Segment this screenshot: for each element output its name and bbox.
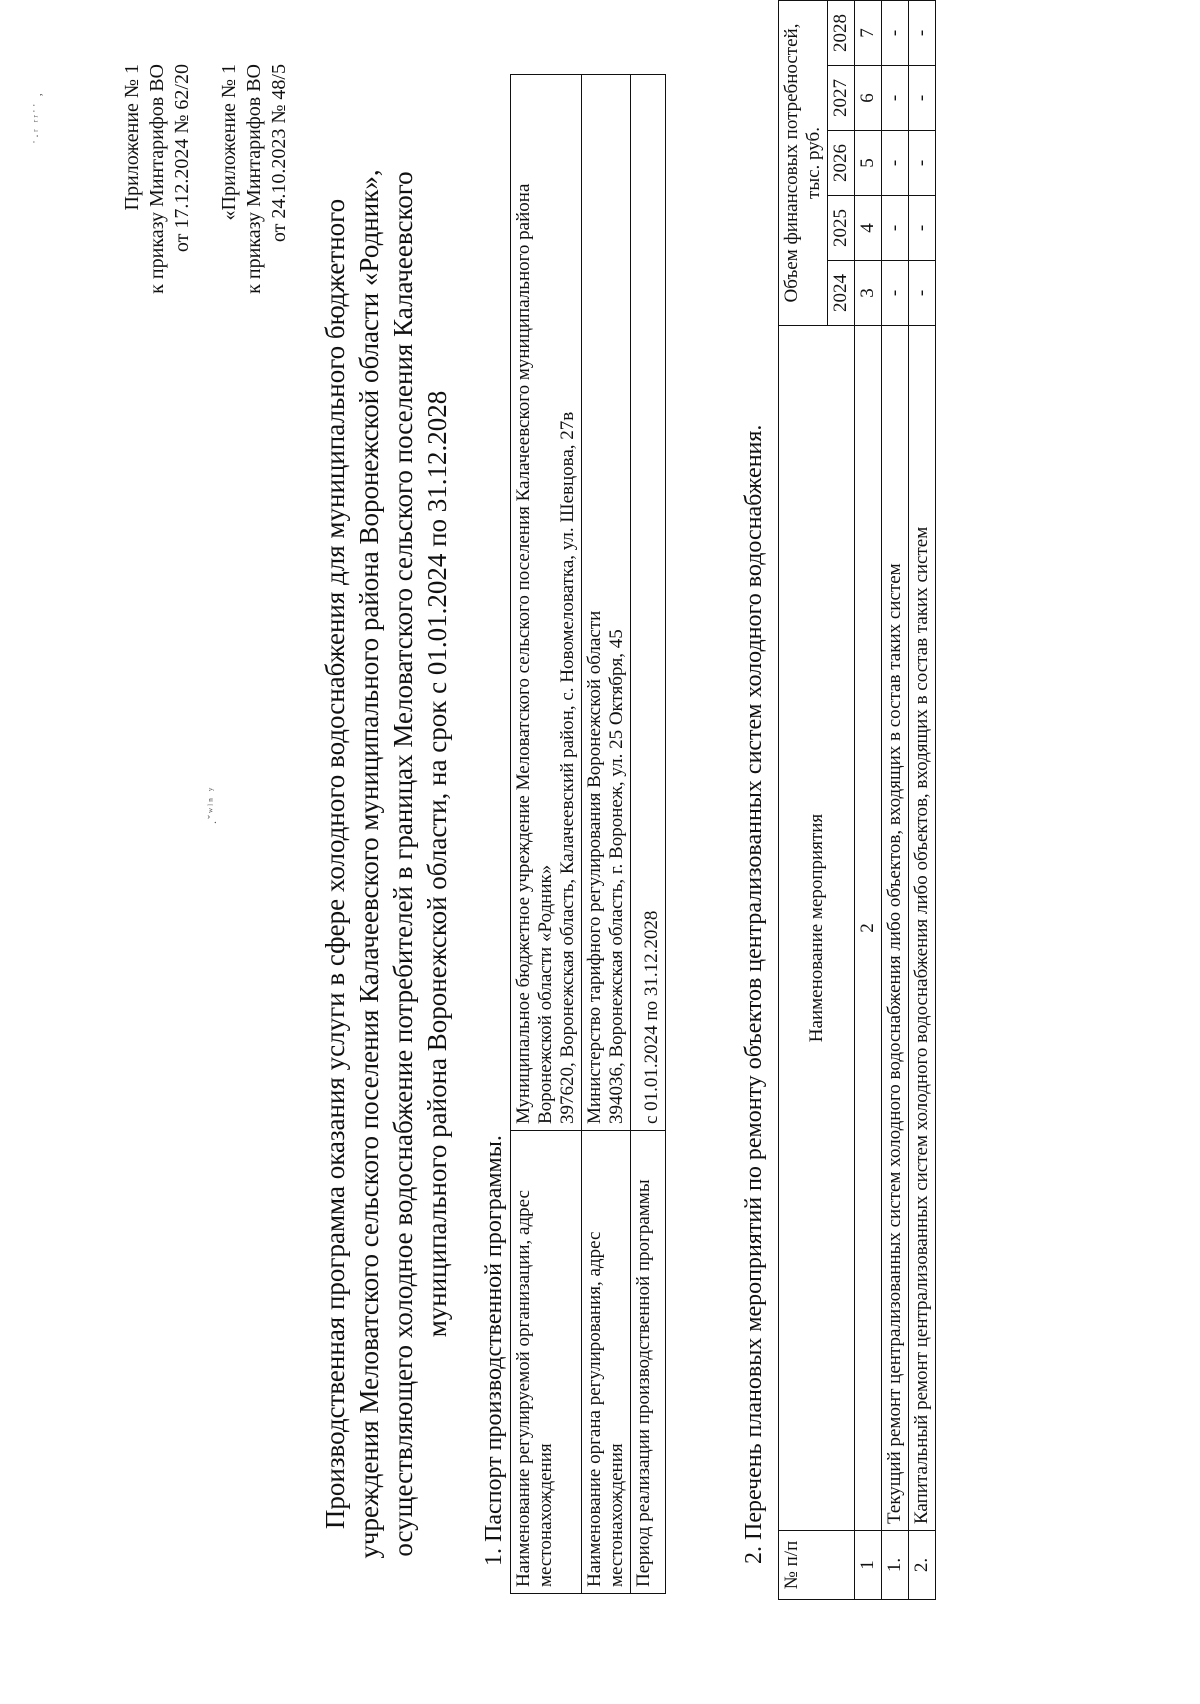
passport-key: Наименование регулируемой организации, адрес местонахождения — [511, 1131, 582, 1594]
row-value: - — [882, 131, 909, 196]
row-value: - — [909, 131, 936, 196]
table-row — [909, 1, 936, 1600]
row-value: - — [909, 1, 936, 66]
header-volume: Объем финансовых потребностей, тыс. руб. — [779, 1, 828, 326]
approval-stamp — [120, 64, 292, 384]
passport-value: с 01.01.2024 по 31.12.2028 — [631, 75, 666, 1131]
events-table — [778, 0, 936, 1600]
passport-value: Муниципальное бюджетное учреждение Меловатского сельского поселения Калачеевского муниципального района Воронежской области «Родник» 397620, Воронежская область, Калачеевский район, с. Новомеловатка, ул. Шевцова, 27в — [511, 75, 582, 1131]
header-year: 2025 — [828, 196, 855, 261]
document-title: Производственная программа оказания услуги в сфере холодного водоснабжения для муниципального бюджетного учреждения Меловатского сельского поселения Калачеевского муниципального района Воронежской области «Родник», осуществляющего холодное водоснабжение потребителей в границах Меловатского сельского поселения Калачеевского муниципального района Воронежской области, на срок с 01.01.2024 по 31.12.2028 — [320, 169, 452, 1559]
header-year: 2027 — [828, 66, 855, 131]
row-value: - — [909, 66, 936, 131]
row-num: 2. — [909, 1531, 936, 1600]
row-name: Текущий ремонт централизованных систем холодного водоснабжения либо объектов, входящих в состав таких систем — [882, 326, 909, 1531]
table-header-row — [779, 1, 828, 1600]
approval-previous: «Приложение № 1 к приказу Минтарифов ВО от 24.10.2023 № 48/5 — [218, 64, 290, 294]
column-number: 2 — [855, 326, 882, 1531]
row-value: - — [882, 66, 909, 131]
section-2-title: 2. Перечень плановых мероприятий по ремонту объектов централизованных систем холодного водоснабжения. — [741, 424, 767, 1564]
header-year: 2028 — [828, 1, 855, 66]
table-row — [511, 75, 582, 1594]
header-name: Наименование мероприятия — [779, 326, 855, 1531]
approval-current: Приложение № 1 к приказу Минтарифов ВО от 17.12.2024 № 62/20 — [121, 64, 193, 294]
scan-artifact: .ˇʷˡⁿ ʸ — [205, 785, 219, 824]
table-row — [631, 75, 666, 1594]
passport-key: Наименование органа регулирования, адрес местонахождения — [582, 1131, 631, 1594]
column-number: 7 — [855, 1, 882, 66]
section-1-title: 1. Паспорт производственной программы. — [481, 1135, 507, 1566]
row-value: - — [882, 196, 909, 261]
column-number: 3 — [855, 261, 882, 326]
numbering-row — [855, 1, 882, 1600]
row-value: - — [909, 196, 936, 261]
row-name: Капитальный ремонт централизованных систем холодного водоснабжения либо объектов, входящих в состав таких систем — [909, 326, 936, 1531]
passport-table — [510, 74, 666, 1594]
row-value: - — [882, 261, 909, 326]
passport-value: Министерство тарифного регулирования Воронежской области 394036, Воронежская область, г. Воронеж, ул. 25 Октября, 45 — [582, 75, 631, 1131]
table-row — [582, 75, 631, 1594]
column-number: 4 — [855, 196, 882, 261]
scan-artifact: ˙·ʳ ʳʳ˙˙ , — [30, 91, 44, 144]
header-year: 2024 — [828, 261, 855, 326]
header-year: 2026 — [828, 131, 855, 196]
column-number: 1 — [855, 1531, 882, 1600]
table-row — [882, 1, 909, 1600]
column-number: 6 — [855, 66, 882, 131]
row-value: - — [909, 261, 936, 326]
passport-key: Период реализации производственной программы — [631, 1131, 666, 1594]
row-num: 1. — [882, 1531, 909, 1600]
column-number: 5 — [855, 131, 882, 196]
row-value: - — [882, 1, 909, 66]
header-num: № п/п — [779, 1531, 855, 1600]
